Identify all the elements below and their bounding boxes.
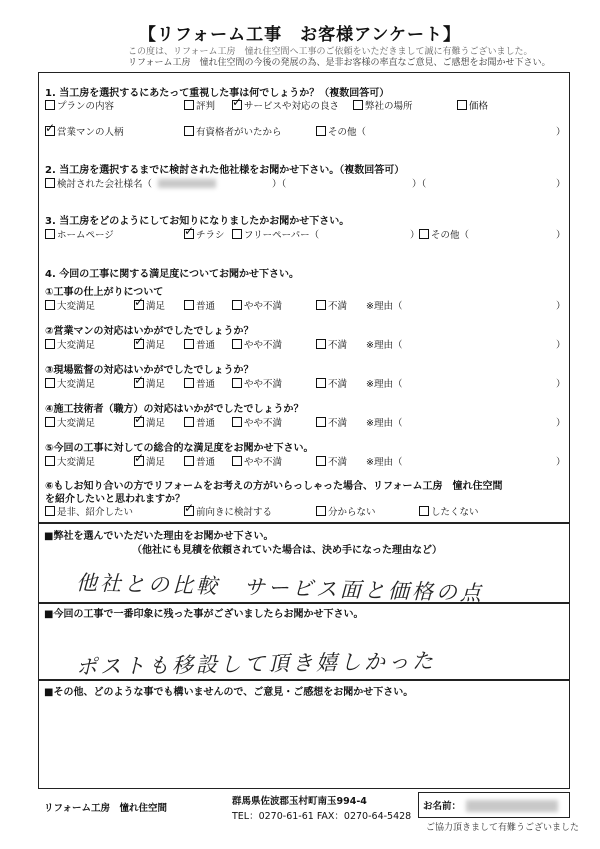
option-label: やや不満	[244, 301, 283, 312]
footer-thanks: ご協力頂きまして有難うございました	[426, 823, 580, 833]
q1-heading: 1. 当工房を選択するにあたって重視した事は何でしょうか？（複数回答可）	[45, 88, 390, 99]
option-label: 普通	[196, 379, 216, 390]
q1-option-service[interactable]	[232, 98, 339, 112]
option-label: その他（	[328, 127, 367, 138]
reason-close-paren: ）	[556, 457, 566, 468]
q1-other-close: ）	[556, 127, 566, 138]
option-label: 大変満足	[57, 457, 96, 468]
option-label: ※理由（	[366, 301, 403, 312]
satisfaction-option[interactable]	[184, 415, 215, 429]
option-label: やや不満	[244, 418, 283, 429]
satisfaction-option[interactable]	[45, 337, 95, 351]
option-label: ※理由（	[366, 340, 403, 351]
checkbox-checked[interactable]	[134, 456, 144, 466]
questionnaire-box	[38, 72, 570, 524]
option-label: 普通	[196, 301, 216, 312]
checkbox[interactable]	[184, 126, 194, 136]
q3-heading: 3. 当工房をどのようにしてお知りになりましたかお聞かせ下さい。	[45, 216, 350, 227]
checkbox[interactable]	[457, 100, 467, 110]
satisfaction-option[interactable]	[134, 376, 165, 390]
option-label: 有資格者がいたから	[196, 127, 282, 138]
option-label: やや不満	[244, 340, 283, 351]
q1-option-other[interactable]	[316, 124, 366, 138]
q3-option-freepaper[interactable]	[232, 227, 319, 241]
reason-heading: ■弊社を選んでいただいた理由をお聞かせ下さい。	[44, 531, 274, 542]
option-label: 大変満足	[57, 301, 96, 312]
satisfaction-option[interactable]	[366, 337, 402, 351]
checkbox[interactable]	[184, 100, 194, 110]
satisfaction-option[interactable]	[134, 337, 165, 351]
option-label: 営業マンの人柄	[57, 127, 124, 138]
checkbox[interactable]	[353, 100, 363, 110]
q4-heading: 4. 今回の工事に関する満足度についてお聞かせ下さい。	[45, 269, 300, 280]
checkbox[interactable]	[184, 417, 194, 427]
checkbox[interactable]	[316, 300, 326, 310]
option-label: プランの内容	[57, 101, 115, 112]
footer-address: 群馬県佐波郡玉村町南玉994-4	[232, 796, 367, 807]
q2-heading: 2. 当工房を選択するまでに検討された他社様をお聞かせ下さい。（複数回答可）	[45, 165, 405, 176]
option-label: 満足	[146, 301, 166, 312]
option-label: その他（	[431, 230, 470, 241]
satisfaction-option[interactable]	[184, 376, 215, 390]
q3-option-homepage[interactable]	[45, 227, 114, 241]
q2-companies-field[interactable]	[45, 176, 216, 190]
option-label: 普通	[196, 418, 216, 429]
satisfaction-option[interactable]	[232, 376, 282, 390]
option-label: サービスや対応の良さ	[244, 101, 340, 112]
reason-close-paren: ）	[556, 379, 566, 390]
reason-handwritten-answer[interactable]: 他社との比較 サービス面と価格の点	[75, 570, 485, 606]
checkbox[interactable]	[316, 417, 326, 427]
q1-option-qualified[interactable]	[184, 124, 282, 138]
option-label: 不満	[328, 379, 348, 390]
q1-option-price[interactable]	[457, 98, 488, 112]
checkbox[interactable]	[45, 417, 55, 427]
option-label: ホームページ	[57, 230, 114, 241]
satisfaction-option[interactable]	[232, 337, 282, 351]
checkbox[interactable]	[45, 456, 55, 466]
satisfaction-option[interactable]	[316, 415, 347, 429]
checkbox[interactable]	[45, 100, 55, 110]
checkbox-checked[interactable]	[184, 506, 194, 516]
q1-option-salesperson[interactable]	[45, 124, 124, 138]
satisfaction-option[interactable]	[45, 376, 95, 390]
option-label: 前向きに検討する	[196, 507, 273, 518]
option-label: やや不満	[244, 457, 283, 468]
option-label: 不満	[328, 301, 348, 312]
option-label: 満足	[146, 379, 166, 390]
reason-subheading: （他社にも見積を依頼されていた場合は、決め手になった理由など）	[132, 545, 442, 556]
checkbox[interactable]	[45, 506, 55, 516]
option-label: 大変満足	[57, 379, 96, 390]
satisfaction-question-title: ③現場監督の対応はいかがでしたでしょうか？	[45, 365, 254, 376]
option-label: ※理由（	[366, 457, 403, 468]
option-label: 是非、紹介したい	[57, 507, 134, 518]
satisfaction-option[interactable]	[45, 415, 95, 429]
checkbox[interactable]	[45, 339, 55, 349]
satisfaction-option[interactable]	[45, 454, 95, 468]
q6-option-definitely[interactable]	[45, 504, 133, 518]
satisfaction-option[interactable]	[184, 337, 215, 351]
satisfaction-option[interactable]	[232, 415, 282, 429]
checkbox[interactable]	[184, 456, 194, 466]
option-label: チラシ	[196, 230, 225, 241]
satisfaction-option[interactable]	[366, 415, 402, 429]
q1-option-reputation[interactable]	[184, 98, 215, 112]
option-label: 普通	[196, 457, 216, 468]
checkbox[interactable]	[316, 126, 326, 136]
impression-heading: ■今回の工事で一番印象に残った事がございましたらお聞かせ下さい。	[44, 609, 364, 620]
satisfaction-option[interactable]	[45, 298, 95, 312]
checkbox-checked[interactable]	[134, 339, 144, 349]
option-label: 価格	[469, 101, 489, 112]
reason-close-paren: ）	[556, 418, 566, 429]
intro-line-1: この度は、リフォーム工房 憧れ住空間へ工事のご依頼をいただきまして誠に有難うございました。	[128, 47, 533, 57]
satisfaction-option[interactable]	[184, 298, 215, 312]
satisfaction-question-title: ⑤今回の工事に対しての総合的な満足度をお聞かせ下さい。	[45, 443, 314, 454]
checkbox[interactable]	[184, 300, 194, 310]
checkbox[interactable]	[232, 300, 242, 310]
redacted-name[interactable]	[466, 797, 558, 810]
checkbox[interactable]	[419, 506, 429, 516]
q3-other-close: ）	[556, 230, 566, 241]
redacted-name-blur	[466, 800, 558, 812]
option-label: ※理由（	[366, 379, 403, 390]
satisfaction-option[interactable]	[316, 337, 347, 351]
checkbox[interactable]	[232, 229, 242, 239]
checkbox-checked[interactable]	[184, 229, 194, 239]
satisfaction-option[interactable]	[232, 298, 282, 312]
satisfaction-option[interactable]	[316, 454, 347, 468]
option-label: 不満	[328, 457, 348, 468]
option-label: 分からない	[328, 507, 376, 518]
reason-close-paren: ）	[556, 301, 566, 312]
option-label: 不満	[328, 418, 348, 429]
q2-label: 検討された会社様名（	[57, 179, 153, 190]
footer-company: リフォーム工房 憧れ住空間	[44, 803, 168, 814]
option-label: フリーペーパー（	[244, 230, 320, 241]
q3-freepaper-close: ）	[410, 230, 420, 241]
satisfaction-option[interactable]	[134, 298, 165, 312]
q6-line-1: ⑥もしお知り合いの方でリフォームをお考えの方がいらっしゃった場合、リフォーム工房 憧れ住空間	[45, 481, 503, 492]
checkbox[interactable]	[184, 378, 194, 388]
option-label: したくない	[431, 507, 479, 518]
checkbox[interactable]	[232, 339, 242, 349]
q6-line-2: を紹介したいと思われますか？	[45, 494, 185, 505]
checkbox[interactable]	[45, 300, 55, 310]
option-label: 弊社の場所	[365, 101, 413, 112]
option-label: 満足	[146, 457, 166, 468]
satisfaction-option[interactable]	[316, 376, 347, 390]
satisfaction-option[interactable]	[184, 454, 215, 468]
checkbox-checked[interactable]	[134, 300, 144, 310]
checkbox-checked[interactable]	[134, 417, 144, 427]
option-label: 満足	[146, 418, 166, 429]
footer-tel-fax: TEL：0270-61-61 FAX：0270-64-5428	[232, 811, 412, 822]
option-label: 大変満足	[57, 418, 96, 429]
checkbox[interactable]	[419, 229, 429, 239]
option-label: 満足	[146, 340, 166, 351]
satisfaction-option[interactable]	[134, 454, 165, 468]
checkbox[interactable]	[45, 378, 55, 388]
option-label: 不満	[328, 340, 348, 351]
intro-line-2: リフォーム工房 憧れ住空間の今後の発展の為、是非お客様の率直なご意見、ご感想をお聞かせ下さい。	[128, 58, 551, 68]
option-label: 普通	[196, 340, 216, 351]
checkbox-checked[interactable]	[45, 126, 55, 136]
checkbox[interactable]	[316, 378, 326, 388]
redacted-company-name	[158, 179, 216, 188]
checkbox-checked[interactable]	[232, 100, 242, 110]
q2-close: ）	[556, 179, 566, 190]
q3-option-flyer[interactable]	[184, 227, 225, 241]
q6-option-unsure[interactable]	[316, 504, 376, 518]
checkbox[interactable]	[232, 378, 242, 388]
satisfaction-option[interactable]	[366, 454, 402, 468]
survey-title: 【リフォーム工事 お客様アンケート】	[138, 25, 462, 45]
satisfaction-option[interactable]	[366, 376, 402, 390]
satisfaction-option[interactable]	[232, 454, 282, 468]
q6-option-consider[interactable]	[184, 504, 272, 518]
option-label: 大変満足	[57, 340, 96, 351]
checkbox[interactable]	[45, 178, 55, 188]
name-label: お名前：	[423, 801, 462, 812]
q2-separator-2: ）（	[412, 179, 427, 190]
option-label: 評判	[196, 101, 216, 112]
q1-option-plan[interactable]	[45, 98, 114, 112]
checkbox[interactable]	[316, 456, 326, 466]
checkbox[interactable]	[184, 339, 194, 349]
satisfaction-question-title: ④施工技術者（職方）の対応はいかがでしたでしょうか？	[45, 404, 304, 415]
comments-heading: ■その他、どのような事でも構いませんので、ご意見・ご感想をお聞かせ下さい。	[44, 687, 414, 698]
checkbox[interactable]	[232, 417, 242, 427]
q1-option-location[interactable]	[353, 98, 413, 112]
checkbox[interactable]	[316, 506, 326, 516]
option-label: やや不満	[244, 379, 283, 390]
option-label: ※理由（	[366, 418, 403, 429]
satisfaction-option[interactable]	[366, 298, 402, 312]
impression-handwritten-answer[interactable]: ポストも移設して頂き嬉しかった	[75, 648, 437, 680]
satisfaction-question-title: ①工事の仕上がりについて	[45, 287, 164, 298]
satisfaction-option[interactable]	[134, 415, 165, 429]
checkbox[interactable]	[316, 339, 326, 349]
q2-separator-1: ）（	[272, 179, 287, 190]
q3-option-other[interactable]	[419, 227, 469, 241]
checkbox[interactable]	[45, 229, 55, 239]
reason-close-paren: ）	[556, 340, 566, 351]
q6-option-no[interactable]	[419, 504, 479, 518]
satisfaction-question-title: ②営業マンの対応はいかがでしたでしょうか？	[45, 326, 254, 337]
satisfaction-option[interactable]	[316, 298, 347, 312]
checkbox[interactable]	[232, 456, 242, 466]
checkbox-checked[interactable]	[134, 378, 144, 388]
